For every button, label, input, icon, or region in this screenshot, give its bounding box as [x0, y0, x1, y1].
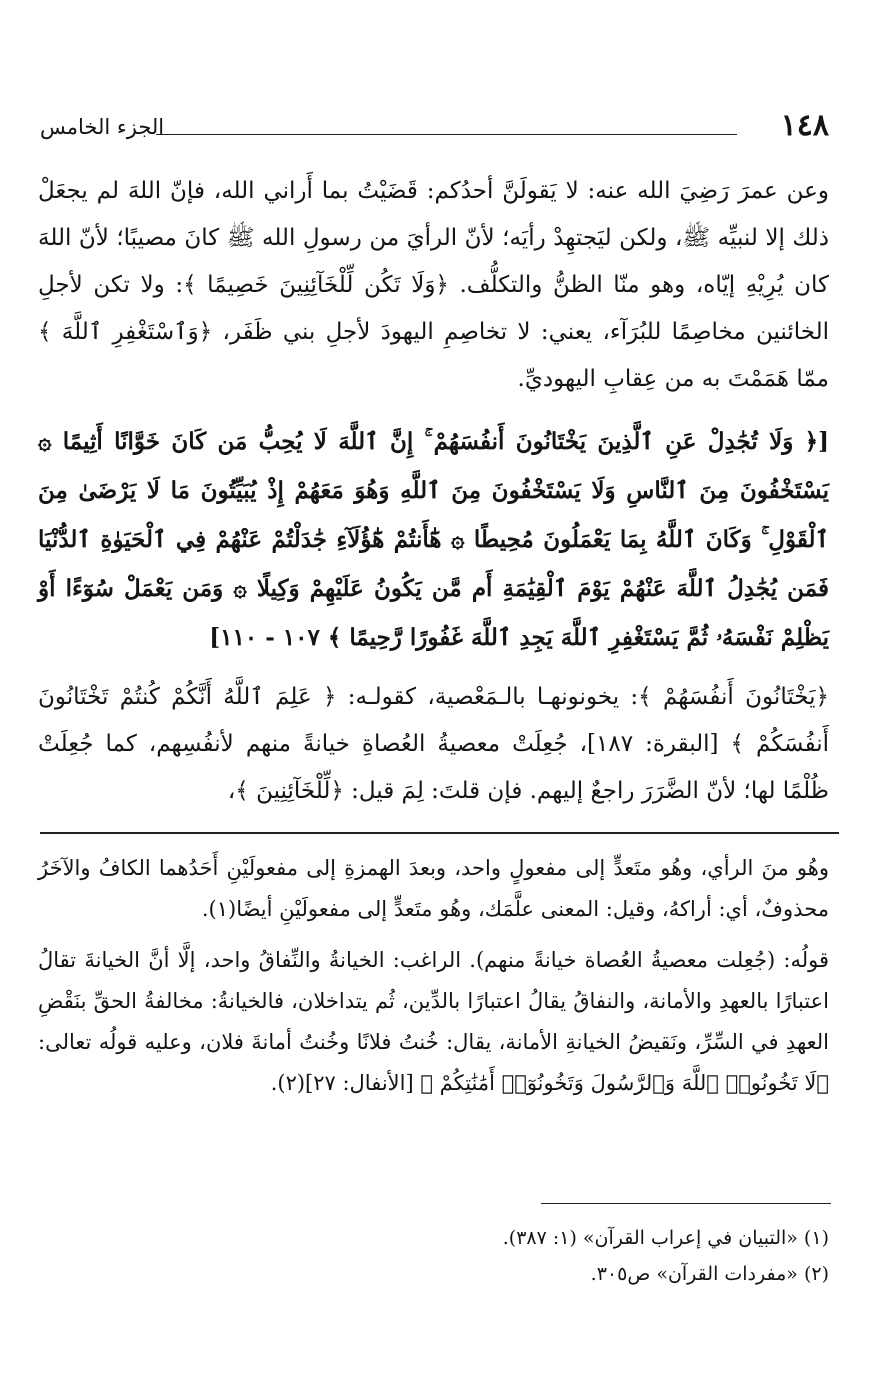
page-number: ١٤٨ — [780, 108, 829, 143]
page-header — [40, 108, 829, 148]
footnote-1: (١) «التبيان في إعراب القرآن» (١: ٣٨٧). — [502, 1227, 829, 1249]
footnote-2: (٢) «مفردات القرآن» ص٣٠٥. — [590, 1263, 829, 1285]
footnotes — [300, 1220, 829, 1292]
main-text — [38, 168, 829, 815]
quran-verse-block: [﴿ وَلَا تُجَٰدِلْ عَنِ ٱلَّذِينَ يَخْتَانُونَ أَنفُسَهُمْ ۚ إِنَّ ٱللَّهَ لَا يُحِبُّ مَن كَانَ خَوَّانًا أَثِيمًا ۞ يَسْتَخْفُونَ مِنَ ٱلنَّاسِ وَلَا يَسْتَخْفُونَ مِنَ ٱللَّهِ وَهُوَ مَعَهُمْ إِذْ يُبَيِّتُونَ مَا لَا يَرْضَىٰ مِنَ ٱلْقَوْلِ ۚ وَكَانَ ٱللَّهُ بِمَا يَعْمَلُونَ مُحِيطًا ۞ هَٰٓأَنتُمْ هَٰٓؤُلَآءِ جَٰدَلْتُمْ عَنْهُمْ فِي ٱلْحَيَوٰةِ ٱلدُّنْيَا فَمَن يُجَٰدِلُ ٱللَّهَ عَنْهُمْ يَوْمَ ٱلْقِيَٰمَةِ أَم مَّن يَكُونُ عَلَيْهِمْ وَكِيلًا ۞ وَمَن يَعْمَلْ سُوٓءًا أَوْ يَظْلِمْ نَفْسَهُۥ ثُمَّ يَسْتَغْفِرِ ٱللَّهَ يَجِدِ ٱللَّهَ غَفُورًا رَّحِيمًا ﴾ ١٠٧ - ١١٠] — [38, 428, 829, 651]
header-rule — [156, 134, 737, 135]
main-paragraph-1: وعن عمرَ رَضِيَ الله عنه: لا يَقولَنَّ أحدُكم: قَضَيْتُ بما أَراني الله، فإنّ اللهَ لم يجعَلْ ذلك إلا لنبيِّه ﷺ، ولكن ليَجتهِدْ رأيَه؛ لأنّ الرأيَ من رسولِ الله ﷺ كانَ مصيبًا؛ لأنّ اللهَ كان يُرِيْهِ إيّاه، وهو منّا الظنُّ والتكلُّف. ﴿وَلَا تَكُن لِّلْخَآئِنِينَ خَصِيمًا ﴾: ولا تكن لأجلِ الخائنين مخاصِمًا للبُرَآء، يعني: لا تخاصِمِ اليهودَ لأجلِ بني ظَفَر، ﴿وَٱسْتَغْفِرِ ٱللَّهَ ﴾ ممّا هَمَمْتَ به من عِقابِ اليهوديِّ. — [38, 178, 829, 392]
commentary-paragraph-2: قولُه: (جُعِلت معصيةُ العُصاة خيانةً منهم). الراغب: الخيانةُ والنِّفاقُ واحد، إلَّا أنَّ الخيانةَ تقالُ اعتبارًا بالعهدِ والأمانة، والنفاقُ يقالُ اعتبارًا بالدِّين، ثُم يتداخلان، فالخيانةُ: مخالفةُ الحقِّ بنَقْضِ العهدِ في السِّرِّ، ونَقيضُ الخيانةِ الأمانة، يقال: خُنتُ فلانًا وخُنتُ أمانةَ فلان، وعليه قولُه تعالى: ﴿لَا تَخُونُوا۟ ٱللَّهَ وَٱلرَّسُولَ وَتَخُونُوٓا۟ أَمَٰنَٰتِكُمْ ﴾ [الأنفال: ٢٧](٢). — [38, 948, 829, 1095]
footnote-divider — [541, 1203, 831, 1204]
running-title: الجزء الخامس — [40, 115, 165, 139]
commentary-section — [38, 848, 829, 1104]
commentary-paragraph-1: وهُو منَ الرأي، وهُو متَعدٍّ إلى مفعولٍ واحد، وبعدَ الهمزةِ إلى مفعولَيْنِ أَحَدُهما الكافُ والآخَرُ محذوفٌ، أي: أراكهُ، وقيل: المعنى علَّمَك، وهُو متَعدٍّ إلى مفعولَيْنِ أيضًا(١). — [38, 856, 829, 921]
commentary-divider — [40, 832, 839, 834]
main-paragraph-2: ﴿يَخْتَانُونَ أَنفُسَهُمْ ﴾: يخونونهـا بالـمَعْصية، كقولـه: ﴿ عَلِمَ ٱللَّهُ أَنَّكُمْ كُنتُمْ تَخْتَانُونَ أَنفُسَكُمْ ﴾ [البقرة: ١٨٧]، جُعِلَتْ معصيةُ العُصاةِ خيانةً منهم لأنفُسِهم، كما جُعِلَتْ ظُلْمًا لها؛ لأنّ الضَّرَرَ راجعٌ إليهم. فإن قلتَ: لِمَ قيل: ﴿لِّلْخَآئِنِينَ ﴾، — [38, 684, 829, 804]
